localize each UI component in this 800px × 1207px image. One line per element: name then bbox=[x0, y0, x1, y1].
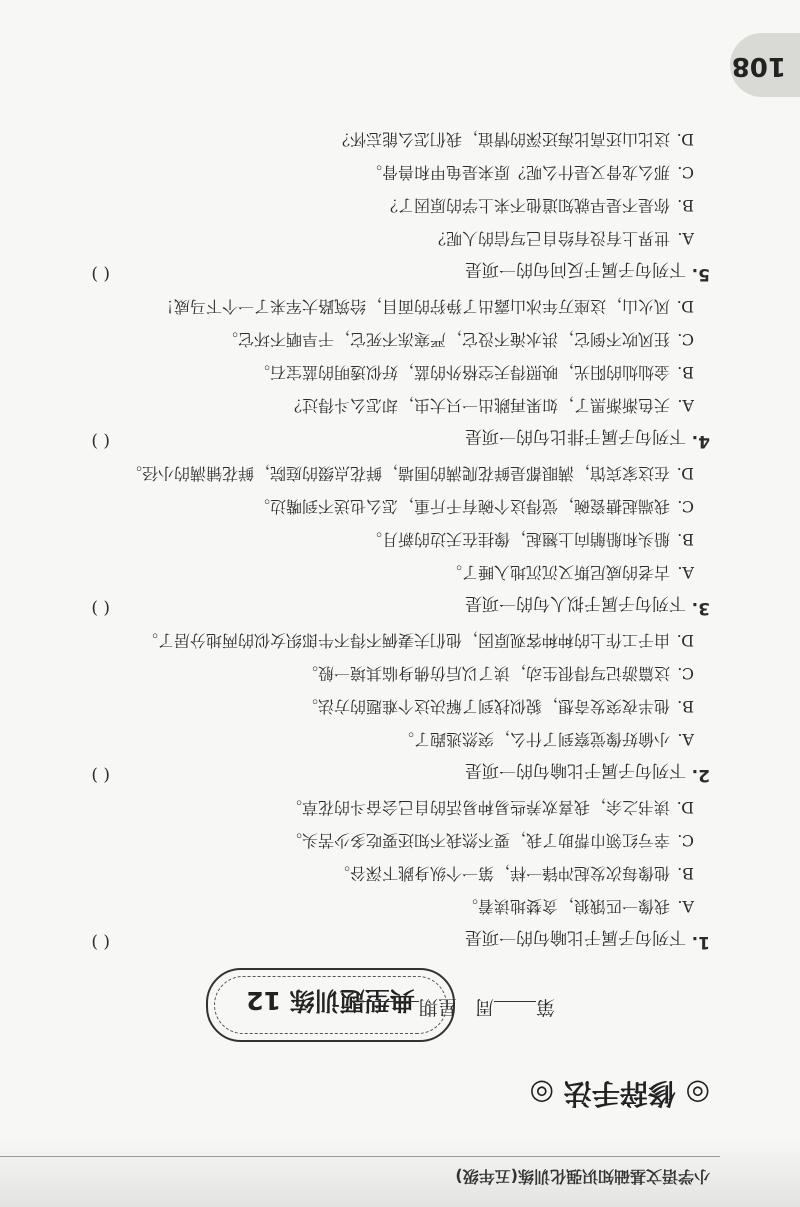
option-letter: A. bbox=[677, 563, 694, 582]
answer-blank[interactable]: ( ) bbox=[91, 264, 110, 284]
question-1 bbox=[70, 920, 710, 952]
option-letter: A. bbox=[677, 396, 694, 415]
question-number: 2. bbox=[691, 765, 710, 785]
option-letter: B. bbox=[677, 196, 694, 215]
option-text: 幸亏红领巾帮助了我，要不然我不知还要吃多少苦头。 bbox=[285, 831, 670, 850]
option-a bbox=[462, 896, 694, 919]
option-text: 这篇游记写得很生动，读了以后仿佛身临其境一般。 bbox=[301, 664, 670, 683]
option-text: 我端起搪瓷碗，觉得这个碗有千斤重，怎么也送不到嘴边。 bbox=[253, 497, 670, 516]
option-text: 船头和船艄向上翘起，像挂在天边的新月。 bbox=[365, 530, 670, 549]
option-text: 你是不是早就知道他不来上学的原因了？ bbox=[381, 196, 670, 215]
option-text: 风火山，这座万年冰山露出了狰狞的面目，给筑路大军来了一个下马威！ bbox=[157, 297, 670, 316]
week-di: 第 bbox=[535, 996, 555, 1018]
option-b bbox=[382, 195, 694, 218]
week-blank[interactable] bbox=[494, 1001, 536, 1002]
page-number: 108 bbox=[731, 51, 786, 81]
option-letter: B. bbox=[677, 697, 694, 716]
option-text: 他半夜突发奇想，貌似找到了解决这个难题的方法。 bbox=[301, 697, 670, 716]
running-header: 小学语文基础知识强化训练(五年级) bbox=[455, 1167, 710, 1186]
section-title: ◎ 修辞手法 ◎ bbox=[529, 1077, 710, 1110]
option-b bbox=[366, 529, 694, 552]
section-title-text: 修辞手法 bbox=[563, 1077, 676, 1110]
option-letter: A. bbox=[677, 730, 694, 749]
option-text: 我像一匹饿狼，贪婪地读着。 bbox=[461, 897, 670, 916]
option-text: 他像每次发起冲锋一样，第一个纵身跳下深谷。 bbox=[333, 864, 670, 883]
option-letter: C. bbox=[677, 163, 694, 182]
option-letter: B. bbox=[677, 864, 694, 883]
option-text: 狂风吹不倒它，洪水淹不没它，严寒冻不死它，干旱晒不坏它。 bbox=[221, 330, 670, 349]
option-text: 金灿灿的阳光，映照得天空格外的蓝，好似透明的蓝宝石。 bbox=[253, 363, 670, 382]
question-number: 5. bbox=[691, 264, 710, 284]
question-stem: 下列句子属于拟人句的一项是 bbox=[465, 593, 686, 613]
option-c bbox=[286, 830, 694, 853]
answer-blank[interactable]: ( ) bbox=[91, 765, 110, 785]
option-text: 在这家宾馆，满眼都是鲜花爬满的围墙，鲜花点缀的庭院，鲜花铺满的小径。 bbox=[125, 464, 670, 483]
question-number: 3. bbox=[691, 598, 710, 618]
week-line bbox=[359, 995, 555, 1022]
option-letter: C. bbox=[677, 330, 694, 349]
option-d bbox=[286, 797, 694, 820]
question-4 bbox=[70, 419, 710, 451]
answer-blank[interactable]: ( ) bbox=[91, 932, 110, 952]
option-letter: D. bbox=[676, 464, 694, 483]
question-2 bbox=[70, 753, 710, 785]
option-b bbox=[302, 696, 694, 719]
option-d bbox=[334, 129, 694, 152]
option-letter: D. bbox=[676, 798, 694, 817]
answer-blank[interactable]: ( ) bbox=[91, 598, 110, 618]
option-letter: A. bbox=[677, 897, 694, 916]
option-a bbox=[286, 395, 694, 418]
option-letter: B. bbox=[677, 530, 694, 549]
option-text: 那么龙骨又是什么呢？原来是龟甲和兽骨。 bbox=[365, 163, 670, 182]
option-a bbox=[398, 729, 694, 752]
answer-blank[interactable]: ( ) bbox=[91, 431, 110, 451]
header-rule bbox=[0, 1156, 720, 1157]
question-stem: 下列句子属于反问句的一项是 bbox=[465, 259, 686, 279]
option-d bbox=[126, 463, 694, 486]
week-xingqi: 星期 bbox=[418, 996, 457, 1018]
option-b bbox=[254, 362, 694, 385]
option-letter: C. bbox=[677, 831, 694, 850]
option-a bbox=[446, 562, 694, 585]
option-c bbox=[222, 329, 694, 352]
option-text: 由于工作上的种种客观原因，他们夫妻俩不得不牛郎织女似的两地分居了。 bbox=[141, 631, 670, 650]
option-d bbox=[158, 296, 694, 319]
option-letter: A. bbox=[677, 229, 694, 248]
week-zhou: 周 bbox=[474, 996, 494, 1018]
option-a bbox=[430, 228, 694, 251]
option-text: 小偷好像觉察到了什么，突然逃跑了。 bbox=[397, 730, 670, 749]
option-letter: C. bbox=[677, 664, 694, 683]
option-text: 古老的威尼斯又沉沉地入睡了。 bbox=[445, 563, 670, 582]
option-c bbox=[302, 663, 694, 686]
option-d bbox=[142, 630, 694, 653]
question-stem: 下列句子属于比喻句的一项是 bbox=[465, 760, 686, 780]
option-letter: D. bbox=[676, 297, 694, 316]
option-letter: B. bbox=[677, 363, 694, 382]
question-5 bbox=[70, 252, 710, 284]
question-3 bbox=[70, 586, 710, 618]
option-text: 读书之余，我喜欢养些易种易活的自己会奋斗的花草。 bbox=[285, 798, 670, 817]
badge-label: 典型题训练 12 bbox=[246, 986, 415, 1015]
question-number: 4. bbox=[691, 431, 710, 451]
option-b bbox=[334, 863, 694, 886]
option-text: 世界上有没有给自己写信的人呢？ bbox=[429, 229, 670, 248]
question-stem: 下列句子属于比喻句的一项是 bbox=[465, 927, 686, 947]
option-c bbox=[254, 496, 694, 519]
question-stem: 下列句子属于排比句的一项是 bbox=[465, 426, 686, 446]
option-c bbox=[366, 162, 694, 185]
option-text: 这比山还高比海还深的情谊，我们怎么能忘怀？ bbox=[333, 130, 670, 149]
day-blank[interactable] bbox=[359, 1001, 419, 1002]
option-text: 天色渐渐黑了，如果再跳出一只大虫，却怎么斗得过？ bbox=[285, 396, 670, 415]
question-number: 1. bbox=[691, 932, 710, 952]
option-letter: D. bbox=[676, 130, 694, 149]
option-letter: D. bbox=[676, 631, 694, 650]
option-letter: C. bbox=[677, 497, 694, 516]
